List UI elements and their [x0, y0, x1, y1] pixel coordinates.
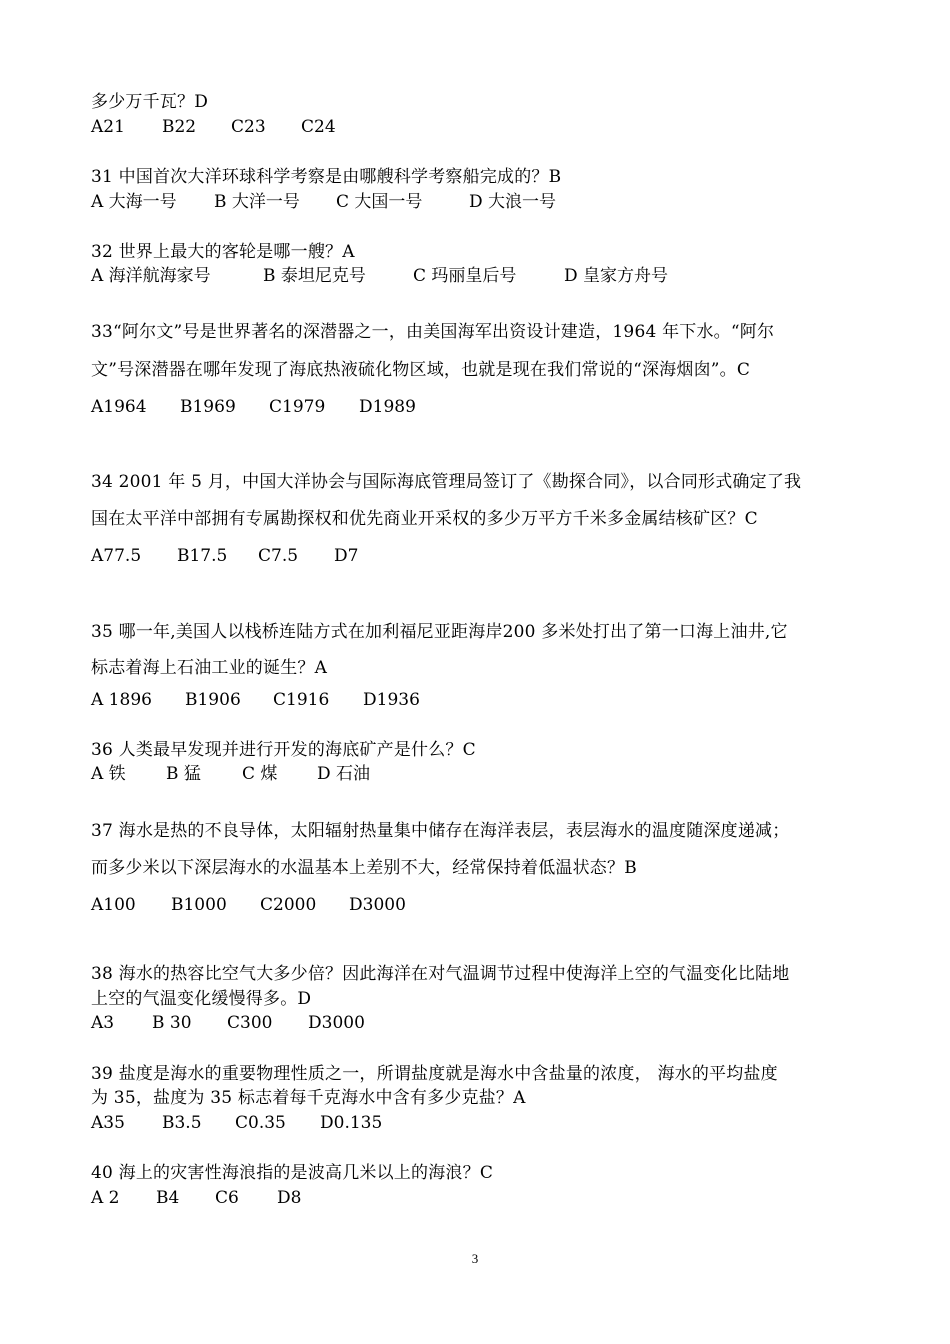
option: B1906 — [185, 690, 241, 710]
option: A 1896 — [91, 690, 152, 710]
option: D7 — [334, 546, 359, 566]
question-line: 35 哪一年,美国人以栈桥连陆方式在加利福尼亚距海岸200 多米处打出了第一口海上油井,它 — [91, 622, 788, 642]
option: D 皇家方舟号 — [564, 266, 669, 286]
option: A 大海一号 — [91, 192, 177, 212]
option: D3000 — [308, 1013, 365, 1033]
option: D3000 — [349, 895, 406, 915]
option: D0.135 — [320, 1113, 383, 1133]
option: C 玛丽皇后号 — [413, 266, 517, 286]
option: A35 — [91, 1113, 125, 1133]
option: B 猛 — [166, 764, 201, 784]
option: B4 — [156, 1188, 180, 1208]
option: C0.35 — [235, 1113, 286, 1133]
option: A3 — [91, 1013, 115, 1033]
question-line: 而多少米以下深层海水的水温基本上差别不大，经常保持着低温状态？B — [91, 858, 637, 878]
page-number: 3 — [471, 1251, 479, 1266]
option: D 石油 — [317, 764, 371, 784]
option: D8 — [277, 1188, 302, 1208]
option: C 煤 — [242, 764, 278, 784]
option: D 大浪一号 — [469, 192, 557, 212]
option: B17.5 — [177, 546, 228, 566]
option: C24 — [301, 117, 336, 137]
option: A 海洋航海家号 — [91, 266, 211, 286]
option: A100 — [91, 895, 136, 915]
option: C2000 — [260, 895, 317, 915]
option: B 大洋一号 — [214, 192, 300, 212]
question-line: 32 世界上最大的客轮是哪一艘？A — [91, 242, 355, 262]
question-line: 国在太平洋中部拥有专属勘探权和优先商业开采权的多少万平方千米多金属结核矿区？C — [91, 509, 758, 529]
option: C7.5 — [258, 546, 299, 566]
question-line: 标志着海上石油工业的诞生？A — [91, 658, 328, 678]
question-line: 文”号深潜器在哪年发现了海底热液硫化物区域，也就是现在我们常说的“深海烟囱”。C — [91, 360, 751, 380]
option: D1936 — [363, 690, 420, 710]
question-line: 37 海水是热的不良导体，太阳辐射热量集中储存在海洋表层，表层海水的温度随深度递减； — [91, 821, 790, 841]
option: A77.5 — [91, 546, 142, 566]
option: B 30 — [152, 1013, 192, 1033]
option: A21 — [91, 117, 125, 137]
option: B 泰坦尼克号 — [263, 266, 366, 286]
option: B1000 — [171, 895, 227, 915]
option: C6 — [215, 1188, 239, 1208]
option: A1964 — [91, 397, 147, 417]
option: C300 — [227, 1013, 273, 1033]
option: A 2 — [91, 1188, 120, 1208]
question-line: 34 2001 年 5 月，中国大洋协会与国际海底管理局签订了《勘探合同》，以合同形式确定了我 — [91, 472, 802, 492]
option: D1989 — [359, 397, 416, 417]
option: B3.5 — [162, 1113, 202, 1133]
option: C1916 — [273, 690, 330, 710]
option: A 铁 — [91, 764, 126, 784]
option: C23 — [231, 117, 266, 137]
question-line: 39 盐度是海水的重要物理性质之一，所谓盐度就是海水中含盐量的浓度， 海水的平均盐度 — [91, 1064, 778, 1084]
question-line: 为 35，盐度为 35 标志着每千克海水中含有多少克盐？A — [91, 1088, 526, 1108]
option: C 大国一号 — [336, 192, 423, 212]
option: B22 — [162, 117, 197, 137]
question-line: 36 人类最早发现并进行开发的海底矿产是什么？C — [91, 740, 476, 760]
question-line: 33“阿尔文”号是世界著名的深潜器之一，由美国海军出资设计建造，1964 年下水。“阿尔 — [91, 322, 775, 342]
question-line: 上空的气温变化缓慢得多。D — [91, 989, 312, 1009]
question-line: 31 中国首次大洋环球科学考察是由哪艘科学考察船完成的？B — [91, 167, 562, 187]
question-line: 38 海水的热容比空气大多少倍？因此海洋在对气温调节过程中使海洋上空的气温变化比陆地 — [91, 964, 790, 984]
option: C1979 — [269, 397, 326, 417]
question-line: 40 海上的灾害性海浪指的是波高几米以上的海浪？C — [91, 1163, 494, 1183]
option: B1969 — [180, 397, 236, 417]
question-line: 多少万千瓦？D — [91, 92, 209, 112]
